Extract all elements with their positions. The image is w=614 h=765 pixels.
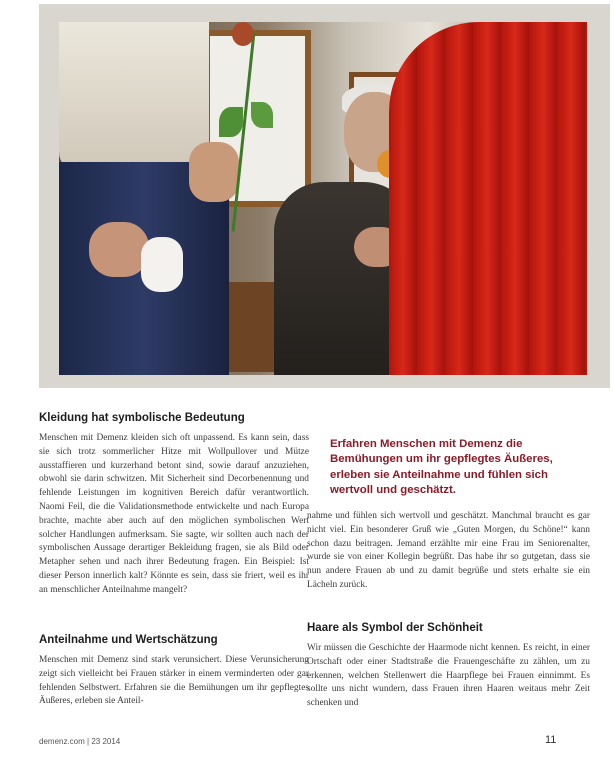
page-number: 11 bbox=[545, 734, 557, 746]
pull-quote: Erfahren Menschen mit Demenz die Bemühungen um ihr gepflegtes Äußeres, erleben sie Anteilnahme und fühlen sich wertvoll und geschätzt. bbox=[330, 438, 553, 497]
section-heading-empathy: Anteilnahme und Wertschätzung bbox=[39, 634, 218, 646]
photo-woman-arm bbox=[189, 142, 239, 202]
photo-white-cloth bbox=[141, 237, 183, 292]
section-heading-clothing: Kleidung hat symbolische Bedeutung bbox=[39, 412, 245, 424]
paragraph-empathy: Menschen mit Demenz sind stark verunsichert. Diese Verunsicherung zeigt sich vielleicht bei Frauen stärker in einem verminderten oder gar fehlenden Selbstwert. Erfahren sie die Bemühungen um ihr gepflegtes Äußeres, erleben sie Anteil- bbox=[39, 655, 309, 707]
photo-rose-leaf bbox=[219, 107, 243, 137]
footer-publication: demenz.com | 23 2014 bbox=[39, 737, 121, 746]
paragraph-greeting: nahme und fühlen sich wertvoll und geschätzt. Manchmal braucht es gar nicht viel. Ein besonderer Gruß wie „Guten Morgen, du Schöne!“ kann schon dazu beitragen. Jemand erzählte mir eine Frau im Seniorenalter, wurde sie von einer Kollegin begrüßt. Das habe ihr so gutgetan, dass sie nun andere Frauen ab und zu damit begrüße und stets erhalte sie ein Lächeln zurück. bbox=[307, 511, 590, 590]
photo-red-curtain bbox=[389, 22, 587, 375]
photo-red-rose bbox=[232, 22, 254, 46]
photo-frame bbox=[39, 4, 610, 388]
section-heading-hair: Haare als Symbol der Schönheit bbox=[307, 622, 483, 634]
paragraph-clothing: Menschen mit Demenz kleiden sich oft unpassend. Es kann sein, dass sie sich trotz sommerlicher Hitze mit Wollpullover und Mütze ausstaffieren und kurzerhand betont sind, sowie darauf anzuziehen, obwohl sie darin schwitzen. Mit Sicherheit sind Decorbenennung und fehlende Leistungen im kognitiven Bereich dafür verantwortlich. Naomi Feil, die die Validationsmethode entwickelte und nach Europa brachte, machte aber auch auf den möglichen symbolischen Wert solcher Handlungen aufmerksam. Sie sagte, wir sollten auch nach der symbolischen Aussage derartiger Bekleidung fragen, sie als Bild oder Metapher sehen und nach ihrer Bedeutung fragen. Ein Beispiel: Ist dieser Person innerlich kalt? Könnte es sein, dass sie friert, weil es ihr an menschlicher Anteilnahme mangelt? bbox=[39, 433, 309, 595]
photo-woman-and-man-with-roses bbox=[59, 22, 587, 375]
photo-woman-hand bbox=[89, 222, 149, 277]
paragraph-hair: Wir müssen die Geschichte der Haarmode nicht kennen. Es reicht, in einer Ortschaft oder einer Stadtstraße die Frauengeschäfte zu zählen, um zu erkennen, welchen Stellenwert die Haarpflege bei Frauen einnimmt. Es sollte uns nicht wundern, dass Frauen ihren Haaren weitaus mehr Zeit schenken und bbox=[307, 643, 590, 709]
photo-woman-blouse bbox=[59, 22, 209, 172]
photo-rose-leaf bbox=[251, 102, 273, 128]
